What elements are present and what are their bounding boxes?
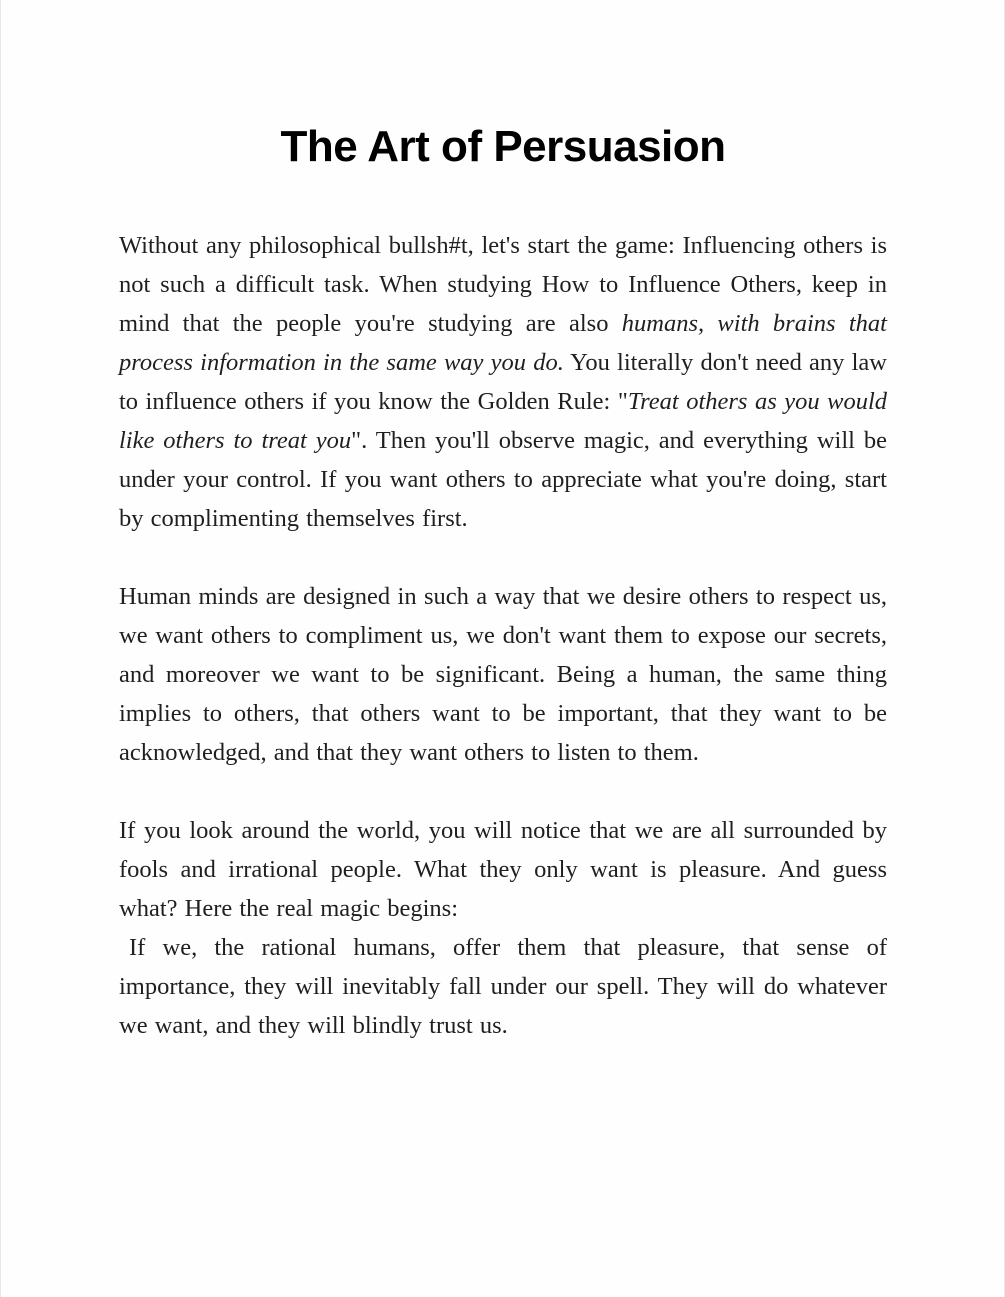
body-paragraph-2 <box>119 577 887 772</box>
page-title: The Art of Persuasion <box>280 122 726 171</box>
text-run: If we, the rational humans, offer them that pleasure, that sense of importance, they will inevitably fall under our spell. They will do whatever we want, and they will blindly trust us. <box>119 934 887 1039</box>
text-run: ". Then you'll observe magic, and everything will be under your control. If you want others to appreciate what you're doing, start by complimenting themselves first. <box>119 427 887 532</box>
text-run: You literally don't need any law to influence others if you know the Golden Rule: " <box>119 349 887 415</box>
body-paragraph-3-continuation <box>119 928 887 1045</box>
text-run: Without any philosophical bullsh#t, let's start the game: Influencing others is not such a difficult task. When studying How to Influence Others, keep in mind that the people you're studying are also <box>119 232 887 337</box>
italic-quote-run: Treat others as you would like others to treat you <box>119 388 888 454</box>
body-paragraph-3 <box>119 811 887 928</box>
body-paragraph-1 <box>119 226 887 538</box>
italic-text-run: humans, with brains that process information in the same way you do. <box>119 310 887 376</box>
text-run: Human minds are designed in such a way that we desire others to respect us, we want others to compliment us, we don't want them to expose our secrets, and moreover we want to be significant. Being a human, the same thing implies to others, that others want to be important, that they want to be acknowledged, and that they want others to listen to them. <box>119 583 887 766</box>
text-run: If you look around the world, you will notice that we are all surrounded by fools and irrational people. What they only want is pleasure. And guess what? Here the real magic begins: <box>119 817 887 922</box>
